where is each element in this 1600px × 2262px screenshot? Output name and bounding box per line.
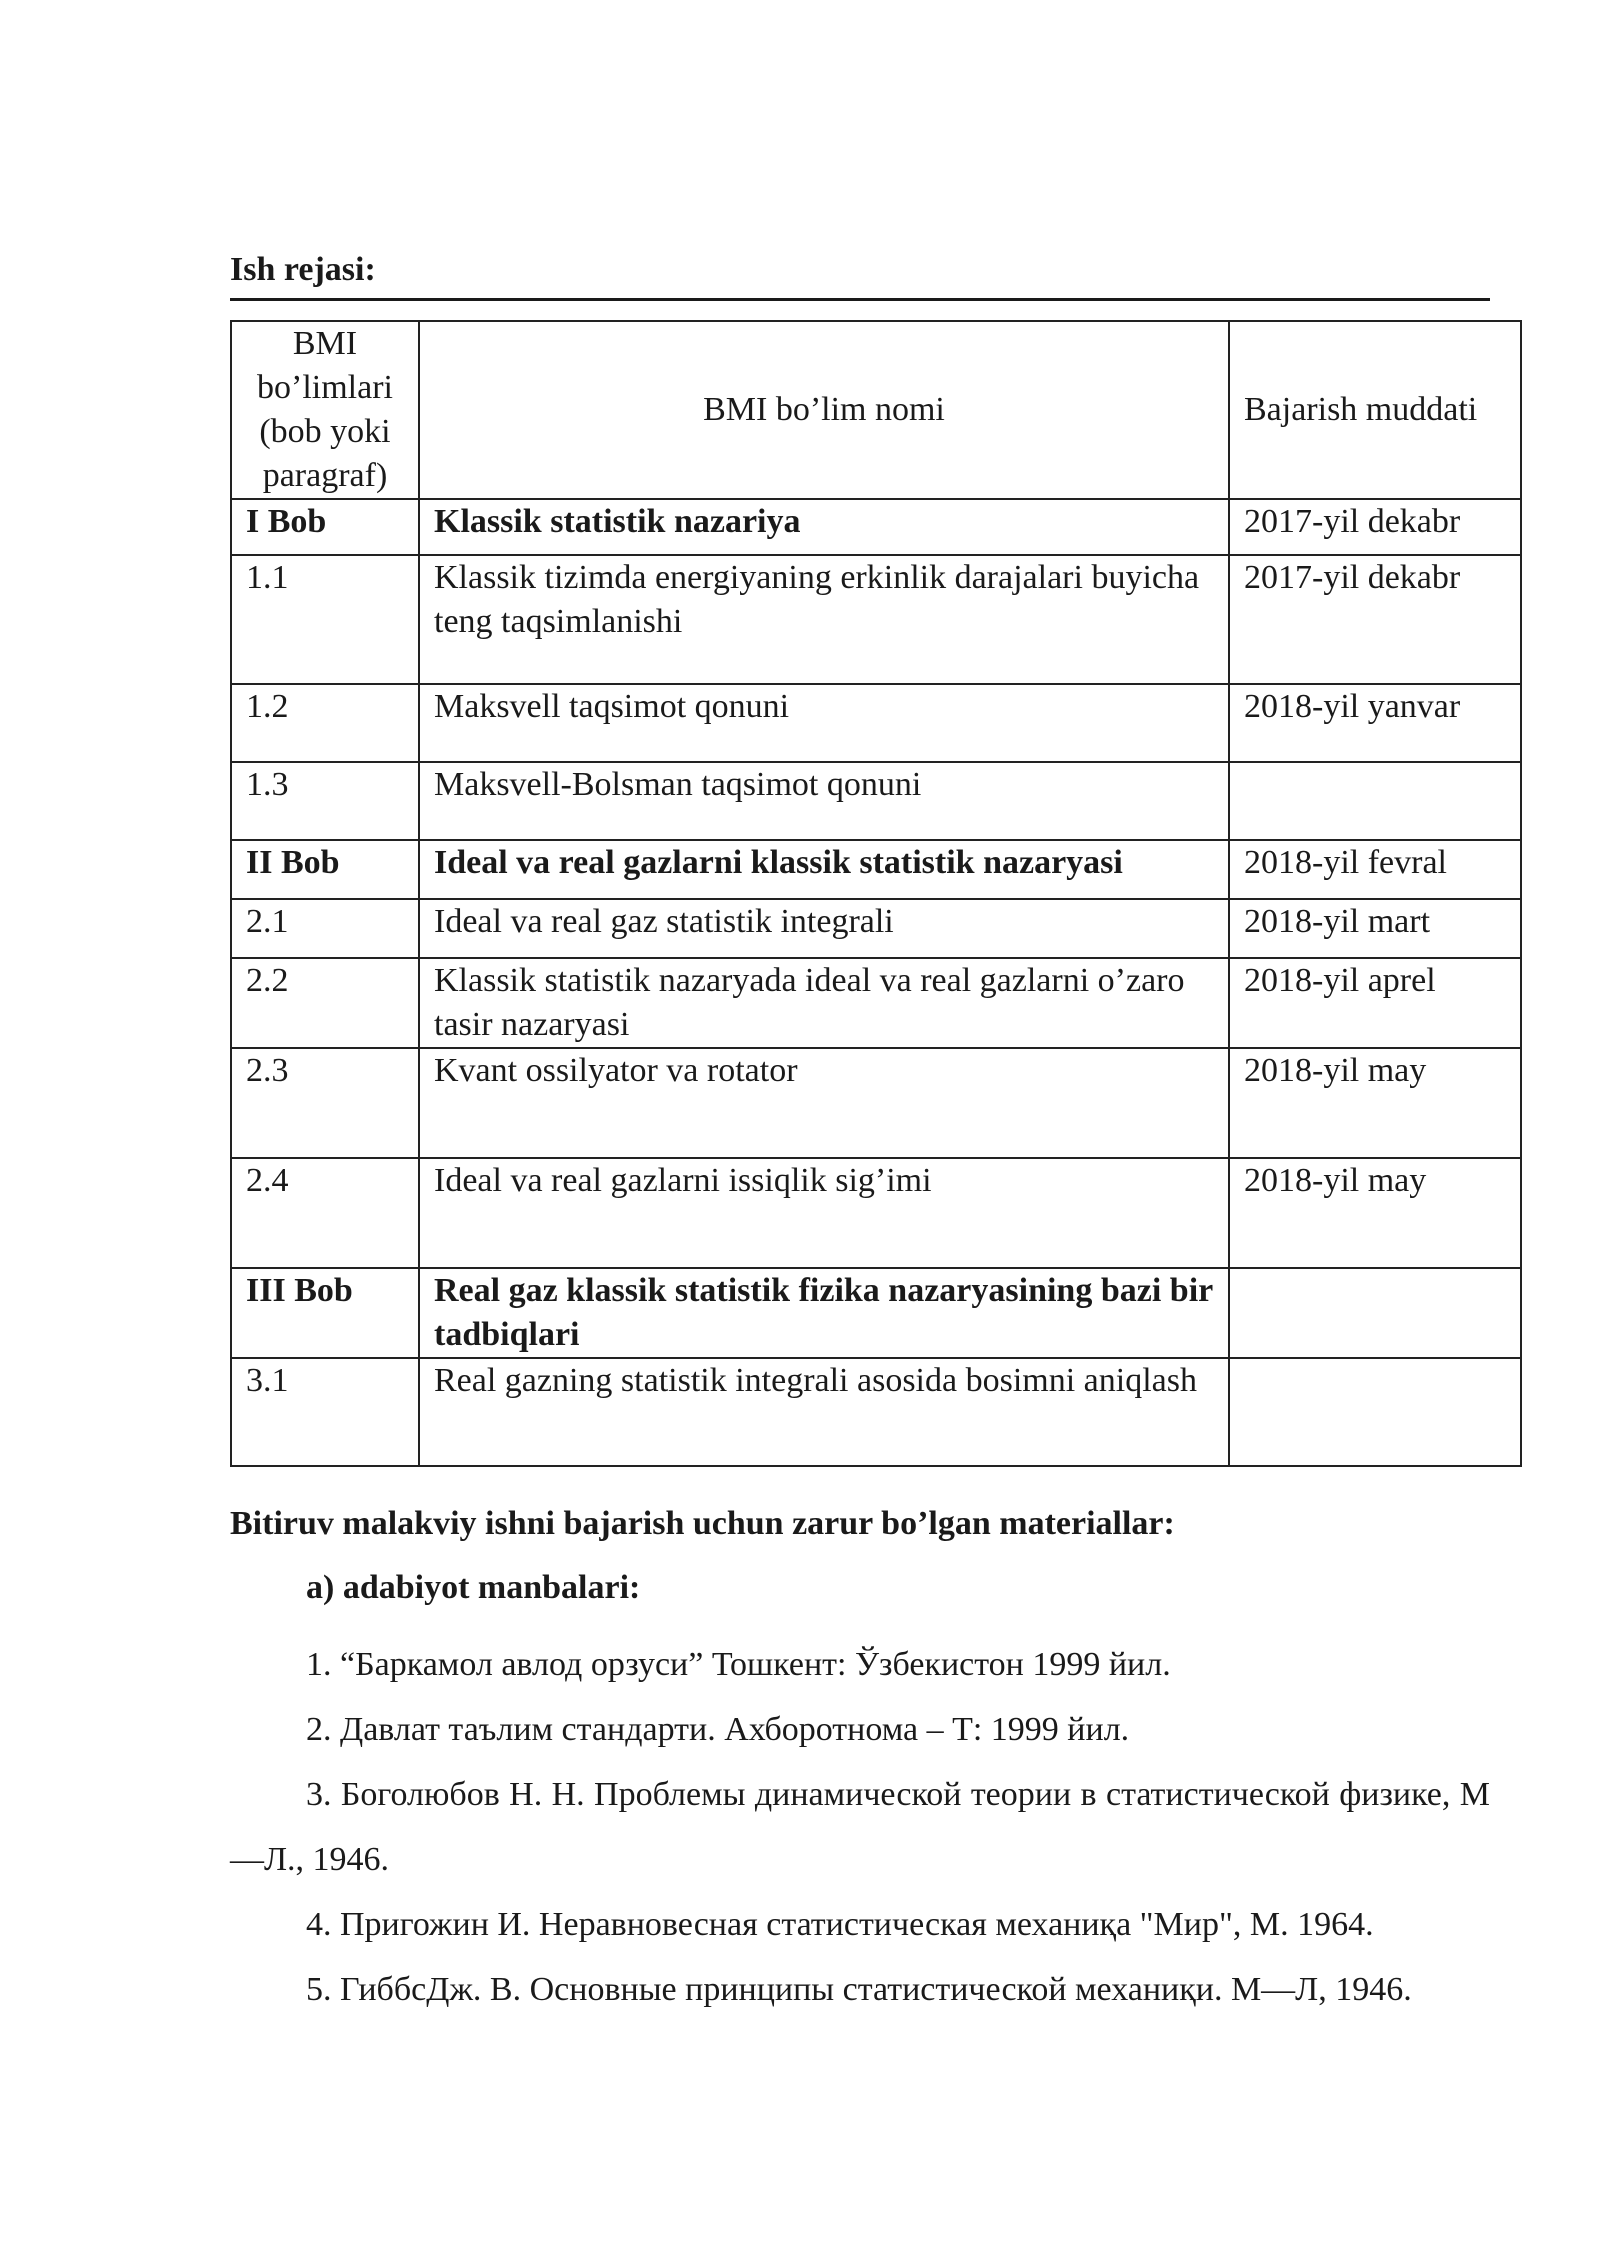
table-row bbox=[231, 1158, 1521, 1268]
row-deadline: 2018-yil yanvar bbox=[1229, 684, 1521, 762]
row-number: 2.1 bbox=[231, 899, 419, 958]
row-deadline bbox=[1229, 1268, 1521, 1358]
row-number: III Bob bbox=[231, 1268, 419, 1358]
table-row bbox=[231, 1358, 1521, 1466]
table-row bbox=[231, 555, 1521, 684]
reference-item: 4. Пригожин И. Неравновесная статистическая механиқа "Мир", М. 1964. bbox=[306, 1906, 1374, 1943]
table-row bbox=[231, 499, 1521, 555]
row-number: 2.2 bbox=[231, 958, 419, 1048]
row-number: 1.1 bbox=[231, 555, 419, 684]
table-row bbox=[231, 762, 1521, 840]
header-deadline: Bajarish muddati bbox=[1229, 321, 1521, 499]
header-section: BMI bo’limlari (bob yoki paragraf) bbox=[231, 321, 419, 499]
reference-item: 3. Боголюбов Н. Н. Проблемы динамической теории в статистической физике, М—Л., 1946. bbox=[230, 1776, 1490, 1878]
row-deadline: 2018-yil may bbox=[1229, 1048, 1521, 1158]
row-deadline: 2017-yil dekabr bbox=[1229, 499, 1521, 555]
materials-heading: Bitiruv malakviy ishni bajarish uchun zarur bo’lgan materiallar: bbox=[230, 1505, 1175, 1542]
table-row bbox=[231, 840, 1521, 899]
materials-section bbox=[230, 1502, 1490, 2022]
table-row bbox=[231, 684, 1521, 762]
row-number: I Bob bbox=[231, 499, 419, 555]
row-deadline: 2018-yil aprel bbox=[1229, 958, 1521, 1048]
row-deadline bbox=[1229, 1358, 1521, 1466]
row-title: Klassik statistik nazariya bbox=[419, 499, 1229, 555]
row-title: Ideal va real gazlarni klassik statistik nazaryasi bbox=[419, 840, 1229, 899]
row-deadline: 2018-yil may bbox=[1229, 1158, 1521, 1268]
row-deadline: 2018-yil fevral bbox=[1229, 840, 1521, 899]
row-title: Maksvell taqsimot qonuni bbox=[419, 684, 1229, 762]
row-title: Ideal va real gazlarni issiqlik sig’imi bbox=[419, 1158, 1229, 1268]
page-title: Ish rejasi: bbox=[230, 248, 1490, 301]
table-row bbox=[231, 1268, 1521, 1358]
row-title: Ideal va real gaz statistik integrali bbox=[419, 899, 1229, 958]
row-title: Real gazning statistik integrali asosida bosimni aniqlash bbox=[419, 1358, 1229, 1466]
row-deadline: 2017-yil dekabr bbox=[1229, 555, 1521, 684]
reference-item: 2. Давлат таълим стандарти. Ахборотнома – Т: 1999 йил. bbox=[306, 1711, 1130, 1748]
row-deadline: 2018-yil mart bbox=[1229, 899, 1521, 958]
work-plan-table bbox=[230, 320, 1522, 1467]
row-number: II Bob bbox=[231, 840, 419, 899]
literature-subheading: a) adabiyot manbalari: bbox=[306, 1569, 641, 1606]
row-number: 2.3 bbox=[231, 1048, 419, 1158]
header-section-name: BMI bo’lim nomi bbox=[419, 321, 1229, 499]
row-number: 2.4 bbox=[231, 1158, 419, 1268]
row-number: 1.2 bbox=[231, 684, 419, 762]
table-header-row bbox=[231, 321, 1521, 499]
table-row bbox=[231, 1048, 1521, 1158]
row-number: 3.1 bbox=[231, 1358, 419, 1466]
row-title: Kvant ossilyator va rotator bbox=[419, 1048, 1229, 1158]
row-number: 1.3 bbox=[231, 762, 419, 840]
row-deadline bbox=[1229, 762, 1521, 840]
row-title: Real gaz klassik statistik fizika nazaryasining bazi bir tadbiqlari bbox=[419, 1268, 1229, 1358]
reference-item: 1. “Баркамол авлод орзуси” Тошкент: Ўзбекистон 1999 йил. bbox=[306, 1646, 1171, 1683]
table-row bbox=[231, 899, 1521, 958]
row-title: Klassik tizimda energiyaning erkinlik darajalari buyicha teng taqsimlanishi bbox=[419, 555, 1229, 684]
table-row bbox=[231, 958, 1521, 1048]
row-title: Klassik statistik nazaryada ideal va real gazlarni o’zaro tasir nazaryasi bbox=[419, 958, 1229, 1048]
row-title: Maksvell-Bolsman taqsimot qonuni bbox=[419, 762, 1229, 840]
reference-item: 5. ГиббсДж. В. Основные принципы статистической механиқи. М—Л, 1946. bbox=[306, 1971, 1412, 2008]
